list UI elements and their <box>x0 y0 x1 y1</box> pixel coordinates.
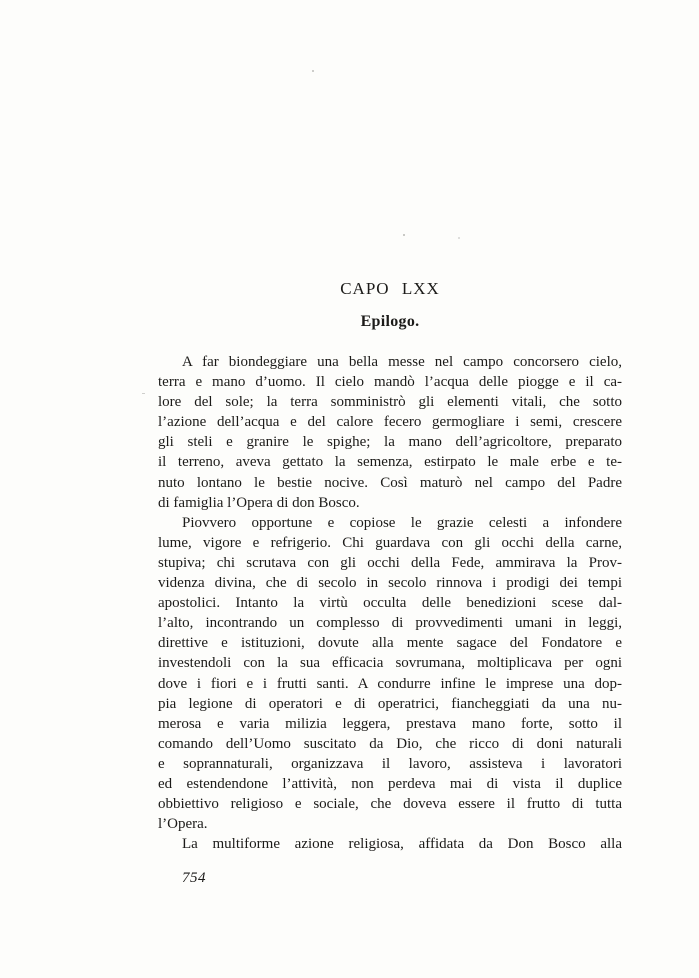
text-line: ed estendendone l’attività, non perdeva mai di vista il duplice <box>158 775 622 792</box>
scan-speck <box>142 393 145 394</box>
text-line: il terreno, aveva gettato la semenza, estirpato le male erbe e te- <box>158 454 622 471</box>
text-line: l’Opera. <box>158 816 208 833</box>
page-number: 754 <box>182 870 206 886</box>
text-line: lume, vigore e refrigerio. Chi guardava con gli occhi della carne, <box>158 534 622 551</box>
text-line: apostolici. Intanto la virtù occulta delle benedizioni scese dal- <box>158 595 622 612</box>
scan-speck <box>403 234 405 236</box>
scan-speck <box>458 237 460 239</box>
text-line: l’azione dell’acqua e del calore fecero germogliare i semi, crescere <box>158 414 622 431</box>
section-title: Epilogo. <box>360 313 420 330</box>
text-line: dove i fiori e i frutti santi. A condurre infine le imprese una dop- <box>158 675 622 692</box>
text-line: stupiva; chi scrutava con gli occhi della Fede, ammirava la Prov- <box>158 554 622 571</box>
text-line: pia legione di operatori e di operatrici, fiancheggiati da una nu- <box>158 695 622 712</box>
text-line: A far biondeggiare una bella messe nel campo concorsero cielo, <box>182 354 622 370</box>
text-line: investendoli con la sua efficacia sovrumana, moltiplicava per ogni <box>158 655 622 672</box>
text-line: videnza divina, che di secolo in secolo rinnova i prodigi dei tempi <box>158 575 622 592</box>
text-body <box>158 352 622 854</box>
text-line: La multiforme azione religiosa, affidata da Don Bosco alla <box>182 836 622 853</box>
text-line: nuto lontano le bestie nocive. Così maturò nel campo del Padre <box>158 474 622 491</box>
text-line: comando dell’Uomo suscitato da Dio, che ricco di doni naturali <box>158 735 622 752</box>
text-line: merosa e varia milizia leggera, prestava mano forte, sotto il <box>158 715 622 732</box>
text-line: terra e mano d’uomo. Il cielo mandò l’acqua delle piogge e il ca- <box>158 374 622 391</box>
text-line: e soprannaturali, organizzava il lavoro, assisteva i lavoratori <box>158 755 622 772</box>
text-line: gli steli e granire le spighe; la mano dell’agricoltore, preparato <box>158 434 622 451</box>
text-line: obbiettivo religioso e sociale, che doveva essere il frutto di tutta <box>158 796 622 813</box>
text-line: direttive e istituzioni, dovute alla mente sagace del Fondatore e <box>158 635 622 652</box>
text-line: Piovvero opportune e copiose le grazie celesti a infondere <box>182 514 622 531</box>
text-line: di famiglia l’Opera di don Bosco. <box>158 494 360 511</box>
chapter-heading: CAPO LXX <box>340 279 440 298</box>
text-line: lore del sole; la terra somministrò gli elementi vitali, che sotto <box>158 394 622 411</box>
scan-speck <box>312 70 314 72</box>
text-line: l’alto, incontrando un complesso di provvedimenti umani in leggi, <box>158 615 622 632</box>
